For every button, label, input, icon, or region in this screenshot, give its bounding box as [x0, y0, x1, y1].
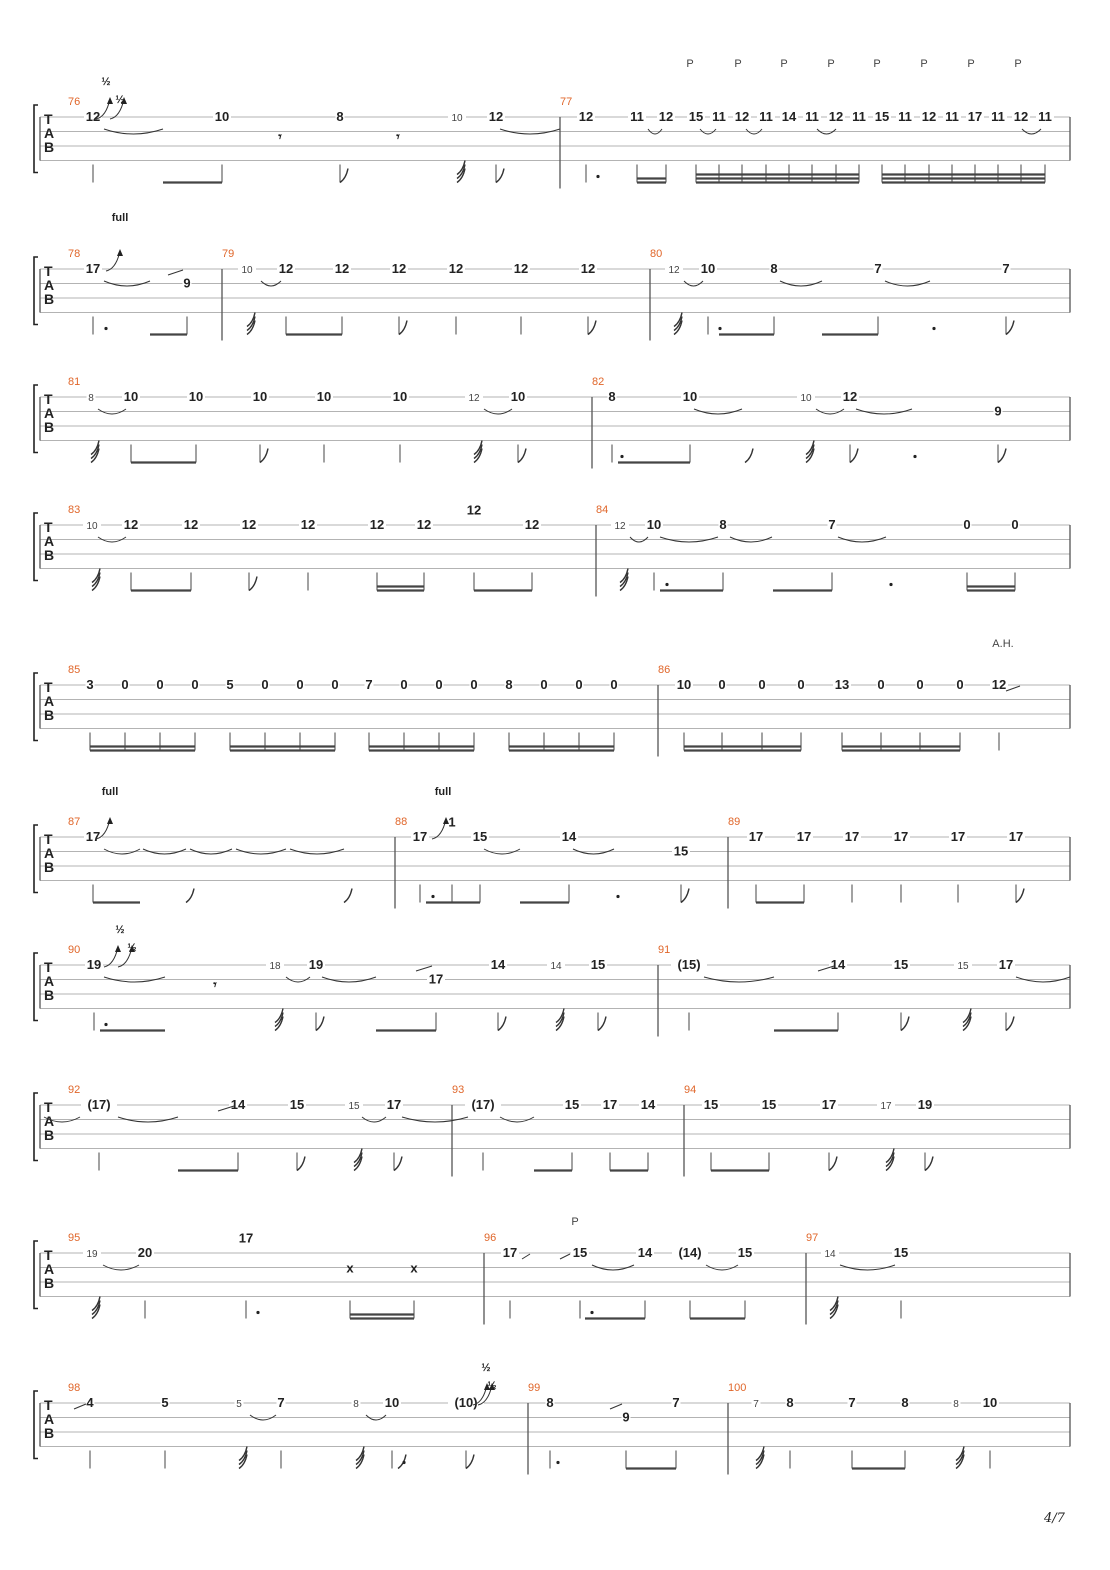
- fret-number: 15: [761, 1097, 777, 1112]
- tab-clef-letter: T: [44, 519, 53, 535]
- tab-clef-letter: A: [44, 405, 55, 421]
- fret-number: 8: [770, 261, 778, 276]
- grace-note-fret: 8: [88, 393, 94, 404]
- fret-number: 11: [805, 109, 819, 124]
- fret-number: 17: [85, 829, 101, 844]
- fret-number: 15: [673, 843, 689, 859]
- fret-number: 17: [893, 829, 909, 844]
- measure-number: 93: [452, 1084, 465, 1096]
- fret-number: 10: [214, 109, 230, 124]
- fret-number: 12: [921, 109, 937, 124]
- fret-number: 17: [428, 971, 444, 987]
- fret-number: 12: [241, 517, 257, 532]
- fret-number: 11: [945, 109, 959, 124]
- measure-number: 79: [222, 248, 235, 260]
- measure-number: 95: [68, 1232, 81, 1244]
- measure-number: 82: [592, 376, 605, 388]
- dead-note: x: [410, 1260, 418, 1276]
- tab-clef-letter: B: [44, 859, 55, 875]
- fret-number: 12: [828, 109, 844, 124]
- tab-clef-letter: A: [44, 277, 55, 293]
- note-flag: [1006, 321, 1014, 335]
- measure-number: 91: [658, 944, 671, 956]
- tab-clef-letter: B: [44, 139, 55, 155]
- fret-number: 15: [737, 1245, 753, 1260]
- fret-number: 14: [490, 957, 506, 972]
- eighth-rest: 𝄾: [396, 129, 400, 144]
- fret-number: 0: [956, 677, 964, 692]
- note-flag: [498, 1017, 506, 1031]
- system-bracket: [34, 105, 38, 173]
- rhythm-dot: [718, 327, 721, 330]
- fret-number: 10: [982, 1395, 998, 1410]
- note-flag: [496, 169, 504, 183]
- fret-number: 15: [703, 1097, 719, 1112]
- measure-number: 89: [728, 816, 741, 828]
- bend-arrow-head: [107, 97, 113, 104]
- fret-number: 11: [759, 109, 773, 124]
- note-flag: [344, 889, 352, 903]
- fret-number: 10: [123, 389, 139, 404]
- grace-note-fret: 15: [348, 1101, 360, 1112]
- tab-clef-letter: B: [44, 707, 55, 723]
- fret-number: 20: [137, 1245, 153, 1260]
- fret-number: 12: [734, 109, 750, 124]
- pull-off-mark: P: [920, 58, 928, 70]
- fret-number: 12: [580, 261, 596, 276]
- fret-number: 17: [796, 829, 812, 844]
- measure-number: 97: [806, 1232, 819, 1244]
- fret-number: 5: [161, 1395, 169, 1410]
- system-bracket: [34, 953, 38, 1021]
- grace-note-fret: 7: [753, 1399, 759, 1410]
- fret-number: 15: [688, 109, 704, 124]
- fret-number: 4: [86, 1395, 94, 1410]
- fret-number: 15: [564, 1097, 580, 1112]
- fret-number: 12: [842, 389, 858, 404]
- grace-note-fret: 10: [451, 113, 463, 124]
- grace-note-fret: 12: [614, 521, 626, 532]
- system-bracket: [34, 385, 38, 453]
- rhythm-dot: [596, 175, 599, 178]
- bend-label: full: [101, 786, 119, 798]
- fret-number: 0: [121, 677, 129, 692]
- fret-number: 7: [277, 1395, 285, 1410]
- fret-number: 12: [369, 517, 385, 532]
- slide-mark: [416, 966, 432, 971]
- fret-number: 11: [1038, 109, 1052, 124]
- system-bracket: [34, 1391, 38, 1459]
- tab-clef-letter: B: [44, 547, 55, 563]
- measure-number: 78: [68, 248, 81, 260]
- page-number: 4/7: [1044, 1511, 1065, 1526]
- pull-off-mark: P: [967, 58, 975, 70]
- fret-number: 12: [334, 261, 350, 276]
- fret-number: 0: [916, 677, 924, 692]
- bend-label: full: [434, 786, 452, 798]
- measure-number: 88: [395, 816, 408, 828]
- system-bracket: [34, 257, 38, 325]
- fret-number: 10: [646, 517, 662, 532]
- fret-number: 15: [893, 957, 909, 972]
- tab-clef-letter: B: [44, 1127, 55, 1143]
- bend-label: ½: [115, 94, 125, 106]
- grace-note-fret: 17: [880, 1101, 892, 1112]
- tab-clef-letter: A: [44, 1411, 55, 1427]
- grace-note-fret: 10: [800, 393, 812, 404]
- fret-number: (14): [678, 1245, 702, 1260]
- measure-number: 96: [484, 1232, 497, 1244]
- measure-number: 100: [728, 1382, 747, 1394]
- fret-number: 14: [640, 1097, 656, 1112]
- artificial-harmonic-mark: A.H.: [992, 638, 1014, 650]
- slide-mark: [1006, 686, 1020, 691]
- note-flag: [901, 1017, 909, 1031]
- fret-number: 0: [877, 677, 885, 692]
- fret-number: (17): [87, 1097, 111, 1112]
- fret-number: 0: [261, 677, 269, 692]
- grace-note-fret: 5: [236, 1399, 242, 1410]
- system-bracket: [34, 1093, 38, 1161]
- tab-clef-letter: A: [44, 533, 55, 549]
- fret-number: 13: [834, 677, 850, 692]
- fret-number: 11: [852, 109, 866, 124]
- fret-number: 10: [682, 389, 698, 404]
- measure-number: 99: [528, 1382, 541, 1394]
- fret-number: 17: [412, 829, 428, 844]
- fret-number: 10: [188, 389, 204, 404]
- fret-number: 0: [470, 677, 478, 692]
- grace-note-fret: 10: [86, 521, 98, 532]
- fret-number: 12: [658, 109, 674, 124]
- fret-number: 19: [917, 1097, 933, 1112]
- fret-number: 11: [991, 109, 1005, 124]
- fret-number: 17: [821, 1097, 837, 1112]
- fret-number: 15: [893, 1245, 909, 1260]
- tab-clef-letter: T: [44, 1099, 53, 1115]
- slide-mark: [168, 270, 183, 275]
- fret-number: 0: [1011, 517, 1019, 532]
- grace-note-fret: 14: [550, 961, 562, 972]
- note-flag: [588, 321, 596, 335]
- measure-number: 84: [596, 504, 609, 516]
- grace-note-fret: 15: [957, 961, 969, 972]
- fret-number: 17: [85, 261, 101, 276]
- system-bracket: [34, 825, 38, 893]
- fret-number: 7: [848, 1395, 856, 1410]
- fret-number: 8: [608, 389, 616, 404]
- fret-number: 7: [365, 677, 373, 692]
- fret-number: 8: [505, 677, 513, 692]
- measure-number: 83: [68, 504, 81, 516]
- fret-number: 12: [488, 109, 504, 124]
- tab-clef-letter: A: [44, 1261, 55, 1277]
- note-flag: [1016, 889, 1024, 903]
- fret-number: 3: [86, 677, 94, 692]
- fret-number: 19: [86, 957, 102, 972]
- fret-number: 14: [781, 109, 797, 124]
- tab-clef-letter: T: [44, 679, 53, 695]
- bend-label: ½: [487, 1380, 497, 1392]
- note-flag: [745, 449, 753, 463]
- rhythm-dot: [932, 327, 935, 330]
- tab-clef-letter: B: [44, 1425, 55, 1441]
- fret-number: 5: [226, 677, 234, 692]
- note-flag: [829, 1157, 837, 1171]
- tab-clef-letter: T: [44, 263, 53, 279]
- tab-clef-letter: A: [44, 1113, 55, 1129]
- fret-number: 8: [901, 1395, 909, 1410]
- tab-clef-letter: T: [44, 1397, 53, 1413]
- note-flag: [249, 577, 257, 591]
- fret-number: 11: [898, 109, 912, 124]
- fret-number: 15: [590, 957, 606, 972]
- system-bracket: [34, 1241, 38, 1309]
- rhythm-dot: [256, 1311, 259, 1314]
- fret-number: 17: [998, 957, 1014, 972]
- fret-number: (15): [677, 957, 701, 972]
- note-flag: [399, 321, 407, 335]
- fret-number: 14: [561, 829, 577, 844]
- rhythm-dot: [665, 583, 668, 586]
- system-bracket: [34, 673, 38, 741]
- fret-number: 10: [252, 389, 268, 404]
- fret-number: 15: [874, 109, 890, 124]
- fret-number: 0: [718, 677, 726, 692]
- bend-label: ½: [481, 1362, 491, 1374]
- note-flag: [518, 449, 526, 463]
- measure-number: 94: [684, 1084, 697, 1096]
- measure-number: 90: [68, 944, 81, 956]
- tab-clef-letter: A: [44, 693, 55, 709]
- tab-clef-letter: B: [44, 419, 55, 435]
- slide-mark: [74, 1404, 86, 1409]
- fret-number: 0: [296, 677, 304, 692]
- slide-mark: [522, 1254, 530, 1259]
- grace-note-fret: 10: [241, 265, 253, 276]
- fret-number: 12: [448, 261, 464, 276]
- measure-number: 98: [68, 1382, 81, 1394]
- bend-arrow-head: [115, 945, 121, 952]
- fret-number: 0: [191, 677, 199, 692]
- rhythm-dot: [889, 583, 892, 586]
- fret-number: 12: [183, 517, 199, 532]
- rhythm-dot: [620, 455, 623, 458]
- rhythm-dot: [431, 895, 434, 898]
- fret-number: 17: [386, 1097, 402, 1112]
- eighth-rest: 𝄾: [278, 129, 282, 144]
- slide-mark: [610, 1404, 622, 1409]
- fret-number: 12: [300, 517, 316, 532]
- grace-note-fret: 14: [824, 1249, 836, 1260]
- rhythm-dot: [913, 455, 916, 458]
- fret-number: 0: [331, 677, 339, 692]
- fret-number: 17: [502, 1245, 518, 1260]
- fret-number: 12: [466, 502, 482, 518]
- fret-number: 9: [183, 275, 191, 291]
- rhythm-dot: [402, 1461, 405, 1464]
- fret-number: 8: [336, 109, 344, 124]
- fret-number: 10: [700, 261, 716, 276]
- tab-clef-letter: A: [44, 845, 55, 861]
- fret-number: 17: [844, 829, 860, 844]
- fret-number: 7: [874, 261, 882, 276]
- fret-number: 9: [622, 1409, 630, 1425]
- grace-note-fret: 19: [86, 1249, 98, 1260]
- fret-number: 10: [392, 389, 408, 404]
- note-flag: [925, 1157, 933, 1171]
- slide-mark: [560, 1254, 570, 1259]
- fret-number: 1: [448, 814, 456, 830]
- fret-number: 15: [289, 1097, 305, 1112]
- fret-number: 10: [384, 1395, 400, 1410]
- fret-number: 17: [967, 109, 983, 124]
- fret-number: 0: [575, 677, 583, 692]
- grace-note-fret: 18: [269, 961, 281, 972]
- grace-note-fret: 12: [668, 265, 680, 276]
- pull-off-mark: P: [571, 1216, 579, 1228]
- fret-number: 12: [578, 109, 594, 124]
- fret-number: 14: [230, 1097, 246, 1112]
- fret-number: 8: [786, 1395, 794, 1410]
- fret-number: 0: [156, 677, 164, 692]
- note-flag: [466, 1455, 474, 1469]
- fret-number: 17: [238, 1230, 254, 1246]
- note-flag: [316, 1017, 324, 1031]
- measure-number: 87: [68, 816, 81, 828]
- fret-number: 10: [510, 389, 526, 404]
- pull-off-mark: P: [686, 58, 694, 70]
- tab-clef-letter: B: [44, 291, 55, 307]
- note-flag: [998, 449, 1006, 463]
- note-flag: [1006, 1017, 1014, 1031]
- fret-number: 12: [123, 517, 139, 532]
- fret-number: 17: [1008, 829, 1024, 844]
- grace-note-fret: 8: [953, 1399, 959, 1410]
- fret-number: 17: [748, 829, 764, 844]
- grace-note-fret: 8: [353, 1399, 359, 1410]
- tab-clef-letter: T: [44, 831, 53, 847]
- dead-note: x: [346, 1260, 354, 1276]
- measure-number: 81: [68, 376, 81, 388]
- fret-number: 9: [994, 403, 1002, 419]
- bend-label: ½: [101, 76, 111, 88]
- note-flag: [297, 1157, 305, 1171]
- bend-arrow-head: [117, 249, 123, 256]
- fret-number: 7: [1002, 261, 1010, 276]
- system-bracket: [34, 513, 38, 581]
- fret-number: 15: [572, 1245, 588, 1260]
- fret-number: 0: [963, 517, 971, 532]
- fret-number: 14: [637, 1245, 653, 1260]
- fret-number: 10: [676, 677, 692, 692]
- measure-number: 80: [650, 248, 663, 260]
- fret-number: 12: [391, 261, 407, 276]
- tab-clef-letter: B: [44, 987, 55, 1003]
- note-flag: [186, 889, 194, 903]
- fret-number: 17: [602, 1097, 618, 1112]
- eighth-rest: 𝄾: [213, 977, 217, 992]
- fret-number: 12: [991, 677, 1007, 692]
- fret-number: 8: [719, 517, 727, 532]
- tab-clef-letter: B: [44, 1275, 55, 1291]
- bend-label: ½: [115, 924, 125, 936]
- tab-clef-letter: A: [44, 125, 55, 141]
- fret-number: 0: [797, 677, 805, 692]
- fret-number: 0: [400, 677, 408, 692]
- rhythm-dot: [590, 1311, 593, 1314]
- measure-number: 86: [658, 664, 671, 676]
- fret-number: 11: [630, 109, 644, 124]
- fret-number: 12: [524, 517, 540, 532]
- pull-off-mark: P: [873, 58, 881, 70]
- fret-number: 8: [546, 1395, 554, 1410]
- rhythm-dot: [104, 327, 107, 330]
- fret-number: (10): [454, 1395, 478, 1410]
- pull-off-mark: P: [780, 58, 788, 70]
- rhythm-dot: [556, 1461, 559, 1464]
- tab-clef-letter: A: [44, 973, 55, 989]
- rhythm-dot: [616, 895, 619, 898]
- measure-number: 92: [68, 1084, 81, 1096]
- fret-number: 11: [712, 109, 726, 124]
- tab-clef-letter: T: [44, 391, 53, 407]
- rhythm-dot: [104, 1023, 107, 1026]
- tab-clef-letter: T: [44, 1247, 53, 1263]
- bend-arrow-head: [107, 817, 113, 824]
- bend-label: ½: [127, 942, 137, 954]
- fret-number: 0: [610, 677, 618, 692]
- note-flag: [681, 889, 689, 903]
- fret-number: 17: [950, 829, 966, 844]
- fret-number: 0: [540, 677, 548, 692]
- fret-number: 12: [278, 261, 294, 276]
- grace-note-fret: 12: [468, 393, 480, 404]
- fret-number: 7: [828, 517, 836, 532]
- pull-off-mark: P: [1014, 58, 1022, 70]
- fret-number: 15: [472, 829, 488, 844]
- tab-clef-letter: T: [44, 959, 53, 975]
- fret-number: 19: [308, 957, 324, 972]
- tab-clef-letter: T: [44, 111, 53, 127]
- fret-number: 7: [672, 1395, 680, 1410]
- fret-number: 12: [416, 517, 432, 532]
- note-flag: [260, 449, 268, 463]
- fret-number: 12: [1013, 109, 1029, 124]
- note-flag: [598, 1017, 606, 1031]
- bend-label: full: [111, 212, 129, 224]
- note-flag: [394, 1157, 402, 1171]
- note-flag: [340, 169, 348, 183]
- measure-number: 85: [68, 664, 81, 676]
- fret-number: 12: [513, 261, 529, 276]
- fret-number: 10: [316, 389, 332, 404]
- fret-number: 12: [85, 109, 101, 124]
- fret-number: 0: [758, 677, 766, 692]
- fret-number: 14: [830, 957, 846, 972]
- pull-off-mark: P: [734, 58, 742, 70]
- pull-off-mark: P: [827, 58, 835, 70]
- fret-number: 0: [435, 677, 443, 692]
- fret-number: (17): [471, 1097, 495, 1112]
- measure-number: 77: [560, 96, 573, 108]
- measure-number: 76: [68, 96, 81, 108]
- note-flag: [850, 449, 858, 463]
